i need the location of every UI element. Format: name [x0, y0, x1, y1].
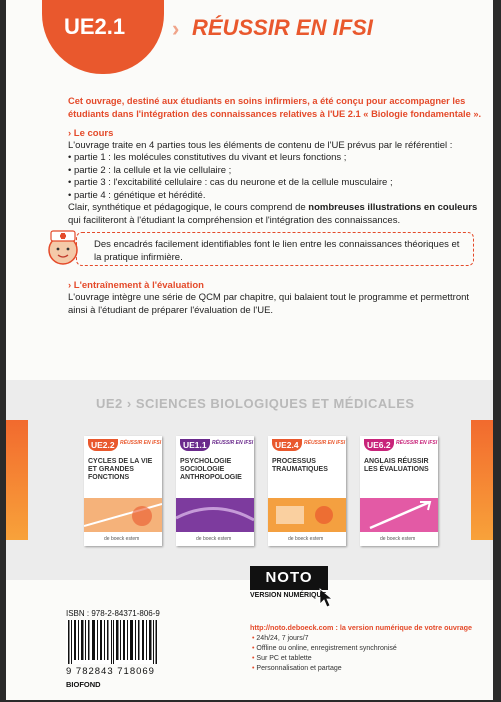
cours-parts-list — [68, 152, 488, 202]
cours-description — [68, 202, 488, 227]
list-item: • Personnalisation et partage — [252, 664, 397, 674]
cours-desc-post: qui faciliteront à l'étudiant la compréhension et l'intégration des connaissances. — [68, 214, 401, 226]
biofond-label: BIOFOND — [66, 680, 101, 689]
barcode-image — [66, 620, 158, 664]
intro-text: Cet ouvrage, destiné aux étudiants en soins infirmiers, a été conçu pour accompagner les étudiants dans l'intégration des connaissances relatives à l'UE 2.1 « Biologie fondamentale ». — [68, 96, 482, 119]
book-series: RÉUSSIR EN IFSI — [120, 440, 162, 446]
list-item: • partie 4 : génétique et hérédité. — [68, 190, 488, 203]
list-item: • partie 1 : les molécules constitutives du vivant et leurs fonctions ; — [68, 152, 488, 165]
section-heading-cours: › Le cours — [68, 128, 114, 139]
list-item: • partie 3 : l'excitabilité cellulaire : cas du neurone et de la cellule musculaire ; — [68, 177, 488, 190]
book-series: RÉUSSIR EN IFSI — [304, 440, 346, 446]
book-publisher: de boeck estem — [196, 536, 232, 542]
book-title: PROCESSUS TRAUMATIQUES — [272, 458, 328, 473]
book-cover-image — [176, 498, 254, 532]
book-cover-image — [84, 498, 162, 532]
back-cover — [6, 0, 493, 700]
list-item: • 24h/24, 7 jours/7 — [252, 634, 397, 644]
book-title: CYCLES DE LA VIE ET GRANDES FONCTIONS — [88, 458, 153, 481]
noto-subtitle: VERSION NUMÉRIQUE — [250, 592, 327, 599]
book-code: UE6.2 — [364, 439, 394, 451]
cours-desc-bold: nombreuses illustrations en couleurs — [308, 202, 478, 213]
book-code: UE2.4 — [272, 439, 302, 451]
book-publisher: de boeck estem — [288, 536, 324, 542]
nurse-icon — [46, 228, 80, 268]
book-code: UE1.1 — [180, 439, 210, 451]
noto-url: http://noto.deboeck.com : la version numérique de votre ouvrage — [250, 623, 473, 632]
evaluation-text: L'ouvrage intègre une série de QCM par chapitre, qui balaient tout le programme et permettront ainsi à l'étudiant de préparer l'évaluation de l'UE. — [68, 292, 470, 316]
book-title: PSYCHOLOGIE SOCIOLOGIE ANTHROPOLOGIE — [180, 458, 242, 481]
book-title: ANGLAIS RÉUSSIR LES ÉVALUATIONS — [364, 458, 429, 473]
section-heading-evaluation: › L'entraînement à l'évaluation — [68, 280, 204, 291]
list-item: • partie 2 : la cellule et la vie cellulaire ; — [68, 165, 488, 178]
chevron-icon: › — [172, 16, 180, 41]
book-publisher: de boeck estem — [380, 536, 416, 542]
book-cover-image — [268, 498, 346, 532]
list-item: • Sur PC et tablette — [252, 654, 397, 664]
book-cover-image — [360, 498, 438, 532]
book-code: UE2.2 — [88, 439, 118, 451]
ue-code: UE2.1 — [64, 14, 126, 39]
list-item: • Offline ou online, enregistrement synchronisé — [252, 644, 397, 654]
book-ue11 — [176, 436, 254, 546]
noto-features — [252, 634, 397, 674]
cours-lead: L'ouvrage traite en 4 parties tous les éléments de contenu de l'UE prévus par le référentiel : — [68, 140, 453, 151]
book-ue22 — [84, 436, 162, 546]
series-title: RÉUSSIR EN IFSI — [192, 15, 373, 40]
band-title: UE2 › SCIENCES BIOLOGIQUES ET MÉDICALES — [96, 396, 415, 411]
barcode-number: 9 782843 718069 — [66, 666, 155, 677]
book-publisher: de boeck estem — [104, 536, 140, 542]
noto-logo: NOTO — [250, 566, 328, 590]
right-edge-strip — [471, 420, 493, 540]
callout-text: Des encadrés facilement identifiables font le lien entre les connaissances théoriques et la pratique infirmière. — [94, 239, 460, 263]
book-series: RÉUSSIR EN IFSI — [212, 440, 254, 446]
left-edge-strip — [6, 420, 28, 540]
cours-desc-pre: Clair, synthétique et pédagogique, le cours comprend de — [68, 202, 309, 213]
book-ue62 — [360, 436, 438, 546]
isbn-label: ISBN : 978-2-84371-806-9 — [66, 609, 160, 618]
book-series: RÉUSSIR EN IFSI — [396, 440, 438, 446]
book-ue24 — [268, 436, 346, 546]
